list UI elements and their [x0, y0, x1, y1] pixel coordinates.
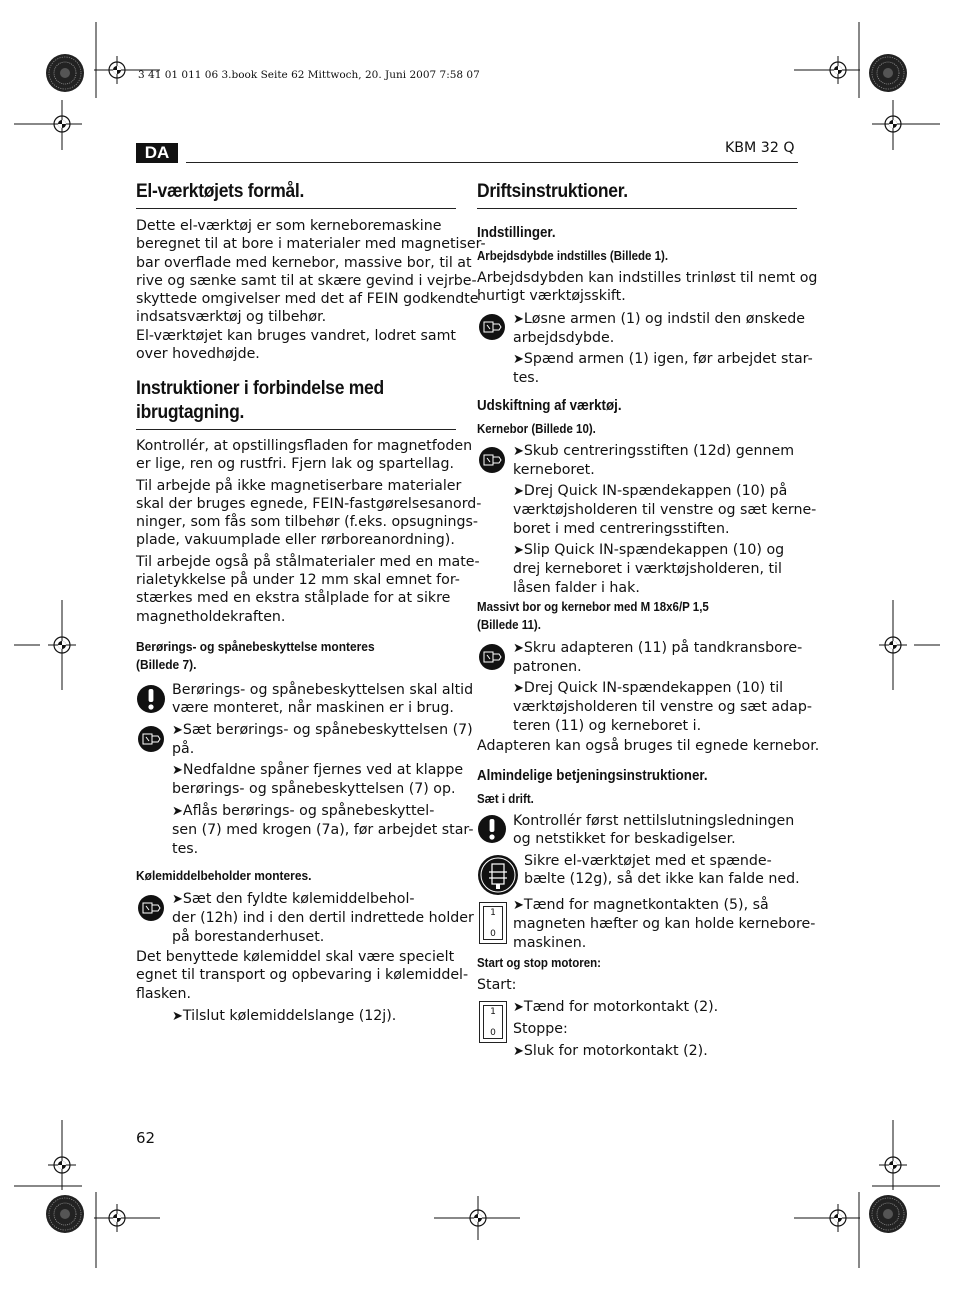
on-off-switch-icon: 1 0 [479, 1001, 507, 1043]
start-label: Start: [477, 977, 517, 993]
arrow-icon [172, 891, 183, 907]
warning-exclamation-icon [136, 684, 166, 714]
warning-cable-text: Kontrollér først nettilslutningsledningen og netstikket for beskadigelser. [513, 813, 795, 848]
action-hand-icon [137, 725, 165, 753]
heading-operation: Driftsinstruktioner. [477, 181, 628, 202]
arrow-icon [513, 483, 524, 499]
arrow-icon [172, 1008, 183, 1024]
arrow-icon [513, 999, 524, 1015]
step-core-1: ➤ Skub centreringsstiften (12d) gennem kerneboret. [513, 442, 794, 480]
stop-label: Stoppe: [513, 1021, 568, 1037]
heading-settings: Indstillinger. [477, 225, 556, 241]
language-badge: DA [136, 143, 178, 163]
on-off-switch-icon: 1 0 [479, 902, 507, 944]
action-hand-icon [478, 313, 506, 341]
rule-operation [477, 208, 797, 209]
coolant-text: Det benyttede kølemiddel skal være specielt egnet til transport og opbevaring i kølemiddel- flasken. [136, 949, 469, 1002]
step-depth-2: ➤ Spænd armen (1) igen, før arbejdet star- tes. [513, 350, 813, 388]
rule-startup [136, 429, 456, 430]
warning-exclamation-icon [477, 814, 507, 844]
arrow-icon [172, 722, 183, 738]
adapter-text: Adapteren kan også bruges til egnede kernebor. [477, 738, 820, 754]
action-hand-icon [478, 446, 506, 474]
heading-start-stop: Start og stop motoren: [477, 956, 601, 970]
heading-depth: Arbejdsdybde indstilles (Billede 1). [477, 249, 669, 263]
step-solid-2: ➤ Drej Quick IN-spændekappen (10) til værktøjsholderen til venstre og sæt adap- teren (11) og kerneboret i. [513, 679, 812, 735]
header-rule [186, 162, 798, 163]
heading-solid-drill: Massivt bor og kernebor med M 18x6/P 1,5 (Billede 11). [477, 600, 709, 632]
step-coolant-2: ➤ Tilslut kølemiddelslange (12j). [172, 1007, 396, 1026]
rule-purpose [136, 208, 456, 209]
step-depth-1: ➤ Løsne armen (1) og indstil den ønskede arbejdsdybde. [513, 310, 805, 348]
print-header: 3 41 01 011 06 3.book Seite 62 Mittwoch, 20. Juni 2007 7:58 07 [138, 69, 480, 81]
heading-coolant: Kølemiddelbeholder monteres. [136, 868, 312, 883]
heading-guard: Berørings- og spånebeskyttelse monteres (Billede 7). [136, 639, 375, 672]
arrow-icon [172, 762, 183, 778]
action-hand-icon [478, 643, 506, 671]
startup-text: Kontrollér, at opstillingsfladen for magnetfoden er lige, ren og rustfri. Fjern lak og spartellag. Til arbejde på ikke magnetiserbare materialer skal der bruges egnede, FEIN-fastgørelsesanord- ninger, som fås som tilbehør (f.eks. opsugnings- plade, vakuumplade eller rørboreanordning). Til arbejde også på stålmaterialer med en mate- rialetykkelse på under 12 mm skal emnet for- stærkes med en ekstra stålplade for at sikre magnetholdekraften. [136, 438, 482, 625]
heading-tool-change: Udskiftning af værktøj. [477, 398, 622, 414]
belt-text: Sikre el-værktøjet med et spænde- bælte (12g), så det ikke kan falde ned. [524, 853, 800, 888]
arrow-icon [513, 351, 524, 367]
step-core-3: ➤ Slip Quick IN-spændekappen (10) og drej kerneboret i værktøjsholderen, til låsen falder i hak. [513, 541, 784, 597]
step-start: ➤ Tænd for motorkontakt (2). [513, 998, 718, 1017]
arrow-icon [513, 640, 524, 656]
purpose-text: Dette el-værktøj er som kerneboremaskine beregnet til at bore i materialer med magnetiser- bar overflade med kernebor, massive bor, til at rive og sænke samt til at skære gevind i vejrbe- skyttede omgivelser med det af FEIN godkendte indsatsværktøj og tilbehør. El-værktøjet kan bruges vandret, lodret samt over hovedhøjde. [136, 218, 486, 363]
step-magnet: ➤ Tænd for magnetkontakten (5), så magneten hæfter og kan holde kernebore- maskinen. [513, 896, 815, 952]
step-guard-1: ➤ Sæt berørings- og spånebeskyttelsen (7) på. [172, 721, 473, 759]
arrow-icon [513, 897, 524, 913]
arrow-icon [513, 311, 524, 327]
arrow-icon [513, 542, 524, 558]
arrow-icon [513, 1043, 524, 1059]
step-stop: ➤ Sluk for motorkontakt (2). [513, 1042, 708, 1061]
action-hand-icon [137, 894, 165, 922]
step-guard-3: ➤ Aflås berørings- og spånebeskyttel- sen (7) med krogen (7a), før arbejdet star- tes. [172, 802, 473, 858]
arrow-icon [513, 443, 524, 459]
heading-core-drill: Kernebor (Billede 10). [477, 422, 596, 436]
step-core-2: ➤ Drej Quick IN-spændekappen (10) på værktøjsholderen til venstre og sæt kerne- boret i med centreringsstiften. [513, 482, 816, 538]
step-coolant-1: ➤ Sæt den fyldte kølemiddelbehol- der (12h) ind i den dertil indrettede holder på borestanderhuset. [172, 890, 474, 946]
depth-text: Arbejdsdybden kan indstilles trinløst til nemt og hurtigt værktøjsskift. [477, 270, 818, 305]
heading-purpose: El-værktøjets formål. [136, 181, 305, 202]
step-solid-1: ➤ Skru adapteren (11) på tandkransbore- patronen. [513, 639, 802, 677]
heading-general: Almindelige betjeningsinstruktioner. [477, 768, 708, 784]
arrow-icon [172, 803, 183, 819]
safety-belt-icon [477, 854, 519, 896]
arrow-icon [513, 680, 524, 696]
model-label: KBM 32 Q [725, 140, 795, 156]
heading-put-into-operation: Sæt i drift. [477, 792, 534, 806]
step-guard-2: ➤ Nedfaldne spåner fjernes ved at klappe berørings- og spånebeskyttelsen (7) op. [172, 761, 463, 799]
heading-startup: Instruktioner i forbindelse med ibrugtagning. [136, 378, 384, 423]
page-number: 62 [136, 1129, 156, 1147]
warning-guard-text: Berørings- og spånebeskyttelsen skal altid være monteret, når maskinen er i brug. [172, 682, 474, 717]
